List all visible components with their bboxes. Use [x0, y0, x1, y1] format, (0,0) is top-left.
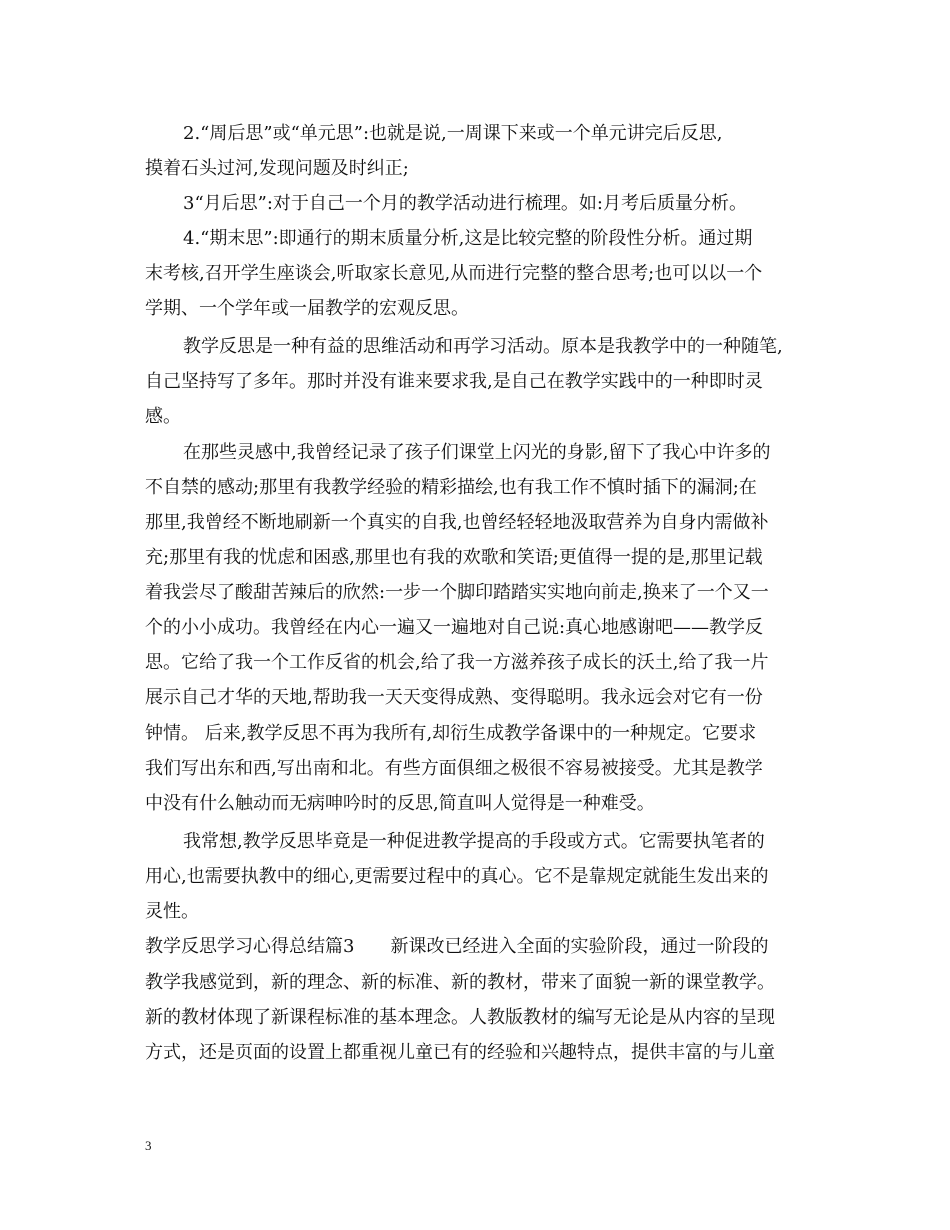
text-line: 在那些灵感中,我曾经记录了孩子们课堂上闪光的身影,留下了我心中许多的 — [183, 442, 771, 463]
section-heading-line: 教学反思学习心得总结篇3 新课改已经进入全面的实验阶段，通过一阶段的 — [145, 936, 769, 957]
text-line: 新的教材体现了新课程标准的基本理念。人教版教材的编写无论是从内容的呈现 — [145, 1007, 775, 1028]
text-line: 灵性。 — [145, 901, 199, 922]
text-line: 中没有什么触动而无病呻吟时的反思,简直叫人觉得是一种难受。 — [145, 793, 655, 814]
text-line: 2.“周后思”或“单元思”:也就是说,一周课下来或一个单元讲完后反思, — [183, 123, 723, 144]
text-line: 教学反思是一种有益的思维活动和再学习活动。原本是我教学中的一种随笔, — [183, 336, 783, 357]
text-line: 摸着石头过河,发现问题及时纠正; — [145, 158, 409, 179]
page-number: 3 — [145, 1138, 152, 1153]
text-line: 方式，还是页面的设置上都重视儿童已有的经验和兴趣特点，提供丰富的与儿童 — [145, 1042, 775, 1063]
text-line: 教学我感觉到，新的理念、新的标准、新的教材，带来了面貌一新的课堂教学。 — [145, 972, 775, 993]
text-line: 那里,我曾经不断地刷新一个真实的自我,也曾经轻轻地汲取营养为自身内需做补 — [145, 512, 769, 533]
text-line: 钟情。 后来,教学反思不再为我所有,却衍生成教学备课中的一种规定。它要求 — [145, 723, 757, 744]
text-line: 末考核,召开学生座谈会,听取家长意见,从而进行完整的整合思考;也可以以一个 — [145, 263, 763, 284]
text-line: 用心,也需要执教中的细心,更需要过程中的真心。它不是靠规定就能生发出来的 — [145, 866, 769, 887]
text-line: 我们写出东和西,写出南和北。有些方面俱细之极很不容易被接受。尤其是教学 — [145, 758, 763, 779]
text-line: 个的小小成功。我曾经在内心一遍又一遍地对自己说:真心地感谢吧——教学反 — [145, 617, 764, 638]
text-line: 着我尝尽了酸甜苦辣后的欣然:一步一个脚印踏踏实实地向前走,换来了一个又一 — [145, 582, 769, 603]
text-line: 学期、一个学年或一届教学的宏观反思。 — [145, 298, 469, 319]
text-line: 展示自己才华的天地,帮助我一天天变得成熟、变得聪明。我永远会对它有一份 — [145, 687, 763, 708]
text-line: 我常想,教学反思毕竟是一种促进教学提高的手段或方式。它需要执笔者的 — [183, 831, 765, 852]
text-line: 4.“期末思”:即通行的期末质量分析,这是比较完整的阶段性分析。通过期 — [183, 228, 753, 249]
text-line: 3“月后思”:对于自己一个月的教学活动进行梳理。如:月考后质量分析。 — [183, 193, 747, 214]
text-line: 感。 — [145, 406, 181, 427]
text-line: 充;那里有我的忧虑和困惑,那里也有我的欢歌和笑语;更值得一提的是,那里记载 — [145, 547, 763, 568]
text-line: 自己坚持写了多年。那时并没有谁来要求我,是自己在教学实践中的一种即时灵 — [145, 371, 763, 392]
text-line: 不自禁的感动;那里有我教学经验的精彩描绘,也有我工作不慎时插下的漏洞;在 — [145, 477, 757, 498]
text-line: 思。它给了我一个工作反省的机会,给了我一方滋养孩子成长的沃土,给了我一片 — [145, 652, 769, 673]
